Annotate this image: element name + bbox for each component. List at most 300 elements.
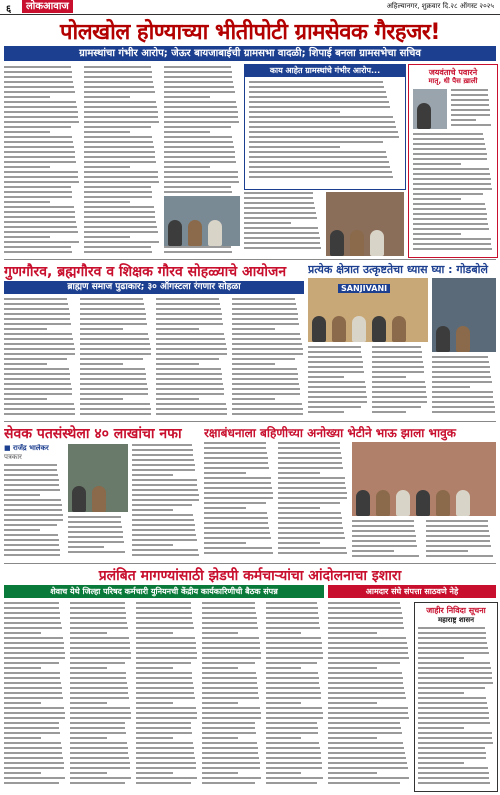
text-line <box>4 91 75 93</box>
text-line <box>4 742 61 744</box>
photo-person <box>372 316 386 342</box>
text-line <box>4 86 74 88</box>
story6-col-1 <box>4 602 66 790</box>
photo-person <box>188 220 202 246</box>
text-line <box>202 747 258 749</box>
text-line <box>80 303 144 305</box>
text-line <box>328 777 409 779</box>
text-line <box>4 358 67 360</box>
text-line <box>413 223 488 225</box>
text-line <box>70 617 126 619</box>
text-line <box>328 632 377 634</box>
text-line <box>249 141 383 143</box>
text-line <box>426 545 491 547</box>
text-line <box>418 777 489 779</box>
text-line <box>136 612 192 614</box>
text-line <box>426 535 490 537</box>
text-line <box>249 156 387 158</box>
text-line <box>156 398 199 400</box>
text-line <box>70 622 127 624</box>
text-line <box>156 318 222 320</box>
story5-col-3 <box>352 520 422 560</box>
text-line <box>328 647 408 649</box>
brand-logo: लोकआवाज <box>22 0 73 13</box>
text-line <box>132 509 173 511</box>
text-line <box>418 772 489 774</box>
text-line <box>4 216 75 218</box>
text-line <box>413 248 492 250</box>
text-line <box>372 356 422 358</box>
text-line <box>4 662 59 664</box>
text-line <box>418 722 490 724</box>
text-line <box>204 532 270 534</box>
text-line <box>4 464 57 466</box>
text-line <box>426 540 490 542</box>
text-line <box>232 318 298 320</box>
story2-col-2 <box>80 298 152 418</box>
text-line <box>70 672 126 674</box>
text-line <box>80 388 148 390</box>
text-line <box>156 373 222 375</box>
text-line <box>136 777 197 779</box>
photo-person <box>416 490 430 516</box>
text-line <box>413 208 486 210</box>
text-line <box>4 413 75 415</box>
text-line <box>266 732 318 734</box>
text-line <box>432 401 494 403</box>
text-line <box>244 242 320 244</box>
text-line <box>202 772 238 774</box>
text-line <box>372 391 426 393</box>
text-line <box>244 212 316 214</box>
text-line <box>68 526 122 528</box>
text-line <box>266 747 320 749</box>
text-line <box>4 221 76 223</box>
text-line <box>4 206 74 208</box>
lead-column-2 <box>84 66 160 256</box>
text-line <box>4 383 71 385</box>
text-line <box>204 517 268 519</box>
text-line <box>84 241 159 243</box>
text-line <box>70 642 130 644</box>
text-line <box>80 378 146 380</box>
photo-person <box>356 490 370 516</box>
text-line <box>80 363 123 365</box>
text-line <box>232 403 302 405</box>
text-line <box>156 348 227 350</box>
text-line <box>4 246 71 248</box>
text-line <box>136 737 173 739</box>
text-line <box>68 521 121 523</box>
text-line <box>418 652 489 654</box>
photo-person <box>392 316 406 342</box>
text-line <box>4 116 78 118</box>
text-line <box>70 632 107 634</box>
text-line <box>249 151 386 153</box>
text-line <box>266 767 322 769</box>
text-line <box>136 762 196 764</box>
text-line <box>266 652 323 654</box>
text-line <box>136 772 173 774</box>
text-line <box>136 692 194 694</box>
text-line <box>202 637 259 639</box>
text-line <box>70 767 130 769</box>
masthead <box>0 0 500 15</box>
text-line <box>136 662 191 664</box>
text-line <box>84 91 155 93</box>
lead-column-1 <box>4 66 80 256</box>
text-line <box>132 529 195 531</box>
photo-person <box>330 230 344 256</box>
photo-person <box>312 316 326 342</box>
text-line <box>202 707 260 709</box>
text-line <box>244 197 313 199</box>
text-line <box>156 353 227 355</box>
text-line <box>70 717 131 719</box>
text-line <box>352 525 414 527</box>
text-line <box>413 143 485 145</box>
text-line <box>328 697 406 699</box>
text-line <box>132 454 193 456</box>
text-line <box>266 672 318 674</box>
text-line <box>202 617 257 619</box>
text-line <box>4 308 69 310</box>
text-line <box>202 632 238 634</box>
text-line <box>156 383 223 385</box>
text-line <box>4 373 70 375</box>
text-line <box>4 484 59 486</box>
text-line <box>4 166 50 168</box>
text-line <box>70 602 125 604</box>
text-line <box>328 767 408 769</box>
text-line <box>232 358 295 360</box>
text-line <box>418 742 493 744</box>
text-line <box>80 398 123 400</box>
text-line <box>156 313 222 315</box>
text-line <box>156 413 227 415</box>
text-line <box>244 202 314 204</box>
story4-byline: ■ राजेंद्र भालेकर <box>4 444 49 452</box>
text-line <box>202 667 238 669</box>
tender-subheading: महाराष्ट्र शासन <box>437 616 475 624</box>
text-line <box>204 477 271 479</box>
text-line <box>418 712 489 714</box>
text-line <box>204 492 273 494</box>
text-line <box>70 612 126 614</box>
text-line <box>204 487 272 489</box>
text-line <box>308 396 367 398</box>
text-line <box>132 534 196 536</box>
text-line <box>249 166 390 168</box>
text-line <box>278 482 345 484</box>
text-line <box>266 622 319 624</box>
text-line <box>328 627 404 629</box>
text-line <box>4 727 59 729</box>
text-line <box>70 707 130 709</box>
text-line <box>80 328 123 330</box>
text-line <box>4 612 60 614</box>
text-line <box>4 762 64 764</box>
text-line <box>4 156 75 158</box>
text-line <box>132 539 197 541</box>
text-line <box>232 338 301 340</box>
text-line <box>202 767 260 769</box>
text-line <box>164 116 238 118</box>
text-line <box>278 472 320 474</box>
text-line <box>372 396 427 398</box>
text-line <box>249 106 390 108</box>
profile-heading: जयवंताचे पवारने <box>428 68 478 77</box>
text-line <box>136 677 192 679</box>
text-line <box>4 141 73 143</box>
text-line <box>266 772 301 774</box>
text-line <box>136 757 195 759</box>
text-line <box>432 381 492 383</box>
text-line <box>70 782 125 784</box>
text-line <box>4 677 60 679</box>
text-line <box>132 489 198 491</box>
text-line <box>413 133 483 135</box>
text-line <box>202 752 258 754</box>
text-line <box>4 469 57 471</box>
text-line <box>84 76 152 78</box>
allegations-box <box>244 64 406 190</box>
text-line <box>328 677 403 679</box>
text-line <box>164 121 239 123</box>
text-line <box>156 378 222 380</box>
text-line <box>202 657 261 659</box>
text-line <box>249 86 384 88</box>
text-line <box>136 647 196 649</box>
text-line <box>266 682 319 684</box>
text-line <box>352 520 414 522</box>
text-line <box>418 692 464 694</box>
text-line <box>4 81 73 83</box>
text-line <box>266 602 317 604</box>
text-line <box>70 637 129 639</box>
text-line <box>4 504 62 506</box>
text-line <box>202 712 261 714</box>
text-line <box>328 712 408 714</box>
text-line <box>84 166 130 168</box>
issue-date: अहिल्यानगर, शुक्रवार दि.२८ ऑगस्ट २०२५ <box>386 2 494 10</box>
text-line <box>266 777 323 779</box>
text-line <box>84 126 151 128</box>
text-line <box>413 198 461 200</box>
story6-col-3 <box>136 602 198 790</box>
text-line <box>4 732 60 734</box>
text-line <box>4 111 78 113</box>
page-number: ६ <box>6 4 12 15</box>
text-line <box>413 148 486 150</box>
text-line <box>132 479 197 481</box>
text-line <box>232 363 275 365</box>
text-line <box>84 131 130 133</box>
text-line <box>84 186 151 188</box>
text-line <box>204 457 268 459</box>
text-line <box>244 227 318 229</box>
text-line <box>80 368 145 370</box>
text-line <box>132 524 195 526</box>
text-line <box>4 71 72 73</box>
text-line <box>4 66 71 68</box>
story3-headline: प्रत्येक क्षेत्रात उत्कृष्टतेचा ध्यास घ्या : गोडबोले <box>308 263 488 276</box>
text-line <box>418 632 486 634</box>
text-line <box>70 722 125 724</box>
text-line <box>249 126 396 128</box>
story5-photo <box>352 442 496 516</box>
text-line <box>202 642 260 644</box>
text-line <box>132 449 193 451</box>
text-line <box>232 393 300 395</box>
text-line <box>413 183 491 185</box>
text-line <box>202 702 238 704</box>
text-line <box>4 782 59 784</box>
text-line <box>4 96 50 98</box>
profile-photo <box>413 89 447 129</box>
text-line <box>70 757 129 759</box>
text-line <box>328 742 403 744</box>
text-line <box>156 308 221 310</box>
text-line <box>278 532 344 534</box>
text-line <box>4 717 65 719</box>
text-line <box>70 772 107 774</box>
text-line <box>372 381 425 383</box>
text-line <box>328 642 407 644</box>
text-line <box>202 732 256 734</box>
text-line <box>156 408 227 410</box>
text-line <box>4 201 50 203</box>
text-line <box>418 782 490 784</box>
text-line <box>232 368 297 370</box>
text-line <box>244 192 313 194</box>
story5-headline: रक्षाबंधनाला बहिणीच्या अनोख्या भेटीने भाऊ झाला भावुक <box>204 426 456 440</box>
text-line <box>204 537 271 539</box>
text-line <box>372 386 426 388</box>
text-line <box>328 607 401 609</box>
text-line <box>244 217 317 219</box>
text-line <box>202 757 259 759</box>
text-line <box>232 308 297 310</box>
text-line <box>4 479 59 481</box>
text-line <box>418 662 490 664</box>
text-line <box>418 752 486 754</box>
text-line <box>328 727 401 729</box>
text-line <box>308 346 361 348</box>
text-line <box>164 191 232 193</box>
text-line <box>80 313 146 315</box>
story4-col-3 <box>132 444 200 560</box>
text-line <box>418 697 486 699</box>
story6-col-2 <box>70 602 132 790</box>
text-line <box>84 161 156 163</box>
text-line <box>4 622 61 624</box>
text-line <box>232 313 298 315</box>
sanjivani-logo: SANJIVANI <box>338 284 390 293</box>
text-line <box>4 348 75 350</box>
text-line <box>328 782 400 784</box>
text-line <box>232 383 299 385</box>
text-line <box>418 737 492 739</box>
text-line <box>202 647 260 649</box>
lead-column-4 <box>244 192 322 256</box>
lead-subhead: ग्रामस्थांचा गंभीर आरोप; जेऊर बायजाबाईची ग्रामसभा वादळी; शिपाई बनला ग्रामसभेचा सचिव <box>4 46 496 61</box>
text-line <box>4 146 74 148</box>
text-line <box>232 398 275 400</box>
text-line <box>4 772 41 774</box>
text-line <box>4 777 65 779</box>
text-line <box>84 206 154 208</box>
text-line <box>266 657 323 659</box>
text-line <box>266 692 321 694</box>
text-line <box>4 627 62 629</box>
text-line <box>204 507 246 509</box>
text-line <box>70 727 125 729</box>
text-line <box>68 541 124 543</box>
text-line <box>136 722 191 724</box>
text-line <box>156 333 224 335</box>
text-line <box>136 667 173 669</box>
text-line <box>266 707 322 709</box>
text-line <box>136 752 194 754</box>
text-line <box>80 393 148 395</box>
text-line <box>232 323 299 325</box>
text-line <box>202 627 258 629</box>
text-line <box>202 722 255 724</box>
photo-person <box>72 486 86 512</box>
text-line <box>70 762 130 764</box>
text-line <box>136 742 193 744</box>
text-line <box>4 378 70 380</box>
text-line <box>266 607 318 609</box>
text-line <box>432 396 493 398</box>
text-line <box>308 391 366 393</box>
text-line <box>266 697 321 699</box>
text-line <box>432 406 495 408</box>
text-line <box>278 502 340 504</box>
story6-col-5 <box>266 602 324 790</box>
text-line <box>132 544 173 546</box>
text-line <box>413 163 461 165</box>
text-line <box>328 737 377 739</box>
text-line <box>232 333 300 335</box>
text-line <box>84 191 152 193</box>
text-line <box>232 348 303 350</box>
text-line <box>84 101 156 103</box>
profile-text-b <box>413 133 493 253</box>
text-line <box>4 186 71 188</box>
text-line <box>164 181 239 183</box>
text-line <box>266 632 301 634</box>
text-line <box>418 682 493 684</box>
text-line <box>164 66 231 68</box>
text-line <box>70 752 128 754</box>
text-line <box>4 298 67 300</box>
text-line <box>4 76 72 78</box>
text-line <box>328 747 404 749</box>
text-line <box>308 366 363 368</box>
text-line <box>249 81 383 83</box>
text-line <box>418 707 488 709</box>
text-line <box>164 156 235 158</box>
text-line <box>4 328 47 330</box>
text-line <box>249 121 395 123</box>
story4-byline-role: पत्रकार <box>4 453 22 461</box>
text-line <box>418 647 488 649</box>
text-line <box>164 126 231 128</box>
text-line <box>372 406 421 408</box>
story4-headline: सेवक पतसंस्थेला ४० लाखांचा नफा <box>4 426 182 442</box>
